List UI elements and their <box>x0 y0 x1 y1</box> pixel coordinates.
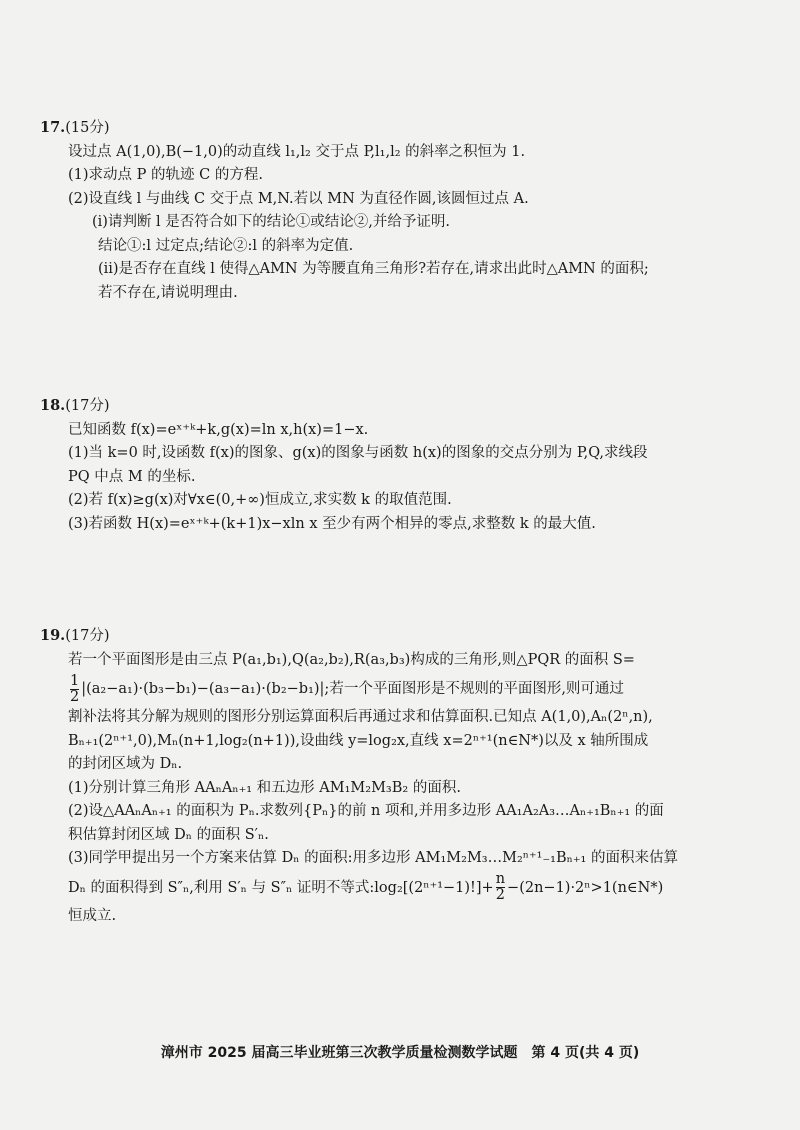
problem-19-line-2 <box>40 672 765 706</box>
fraction-numerator: 1 <box>70 672 80 689</box>
problem-18-line-1: 已知函数 f(x)=eˣ⁺ᵏ+k,g(x)=ln x,h(x)=1−x. <box>68 421 369 438</box>
problem-18-line-5: (3)若函数 H(x)=eˣ⁺ᵏ+(k+1)x−xln x 至少有两个相异的零点,求整数 k 的最大值. <box>68 515 596 532</box>
problem-19-header <box>40 624 765 649</box>
problem-18 <box>40 394 765 536</box>
problem-17-line-6: (ⅱ)是否存在直线 l 使得△AMN 为等腰直角三角形?若存在,请求出此时△AMN 的面积; <box>98 261 649 277</box>
problem-18-number: 18. <box>40 397 66 414</box>
problem-19-line-7: (2)设△AAₙAₙ₊₁ 的面积为 Pₙ.求数列{Pₙ}的前 n 项和,并用多边形 AA₁A₂A₃…Aₙ₊₁Bₙ₊₁ 的面 <box>68 803 664 819</box>
problem-17 <box>40 116 765 305</box>
problem-19-line-5: 的封闭区域为 Dₙ. <box>68 756 183 772</box>
problem-17-line-3: (2)设直线 l 与曲线 C 交于点 M,N.若以 MN 为直径作圆,该圆恒过点 A. <box>68 190 529 207</box>
problem-19-line-11: 恒成立. <box>68 907 117 924</box>
fraction-one-half <box>70 674 79 705</box>
fraction-n-over-2 <box>496 872 505 903</box>
problem-17-line-5: 结论①:l 过定点;结论②:l 的斜率为定值. <box>98 237 354 254</box>
page-footer: 漳州市 2025 届高三毕业班第三次教学质量检测数学试题 第 4 页(共 4 页) <box>160 1045 640 1061</box>
problem-19-line-4: Bₙ₊₁(2ⁿ⁺¹,0),Mₙ(n+1,log₂(n+1)),设曲线 y=log₂x,直线 x=2ⁿ⁺¹(n∈N*)以及 x 轴所围成 <box>68 732 649 749</box>
problem-19 <box>40 624 765 928</box>
fraction-numerator: n <box>495 871 506 887</box>
problem-19-line-1: 若一个平面图形是由三点 P(a₁,b₁),Q(a₂,b₂),R(a₃,b₃)构成的三角形,则△PQR 的面积 S= <box>68 651 635 668</box>
problem-18-score: (17分) <box>65 398 110 414</box>
problem-19-number: 19. <box>40 627 66 644</box>
problem-19-line-6: (1)分别计算三角形 AAₙAₙ₊₁ 和五边形 AM₁M₂M₃B₂ 的面积. <box>68 779 461 796</box>
problem-19-line-9: (3)同学甲提出另一个方案来估算 Dₙ 的面积:用多边形 AM₁M₂M₃…M₂ⁿ⁺¹₋₁Bₙ₊₁ 的面积来估算 <box>68 850 678 866</box>
problem-19-line-10-text: Dₙ 的面积得到 S″ₙ,利用 S′ₙ 与 S″ₙ 证明不等式:log₂[(2ⁿ⁺¹−1)!]+ <box>68 879 494 896</box>
problem-19-line-10 <box>40 871 765 905</box>
problem-19-line-3: 割补法将其分解为规则的图形分别运算面积后再通过求和估算面积.已知点 A(1,0),Aₙ(2ⁿ,n), <box>68 709 653 725</box>
problem-17-line-2: (1)求动点 P 的轨迹 C 的方程. <box>68 167 263 183</box>
problem-19-inequality-rest: −(2n−1)·2ⁿ>1(n∈N*) <box>507 879 664 896</box>
fraction-denominator: 2 <box>495 887 505 903</box>
problem-17-number: 17. <box>40 119 66 136</box>
problem-18-header <box>40 394 765 419</box>
problem-17-line-4: (ⅰ)请判断 l 是否符合如下的结论①或结论②,并给予证明. <box>92 214 451 230</box>
problem-19-line-2-text: |(a₂−a₁)·(b₃−b₁)−(a₃−a₁)·(b₂−b₁)|;若一个平面图形是不规则的平面图形,则可通过 <box>81 681 624 697</box>
fraction-denominator: 2 <box>70 688 80 705</box>
problem-18-line-4: (2)若 f(x)≥g(x)对∀x∈(0,+∞)恒成立,求实数 k 的取值范围. <box>68 492 452 508</box>
problem-18-line-3: PQ 中点 M 的坐标. <box>68 468 196 485</box>
problem-17-line-7: 若不存在,请说明理由. <box>98 284 238 301</box>
problem-19-line-8: 积估算封闭区域 Dₙ 的面积 S′ₙ. <box>68 826 269 843</box>
problem-19-score: (17分) <box>65 628 110 644</box>
problem-17-score: (15分) <box>65 120 110 136</box>
problem-17-line-1: 设过点 A(1,0),B(−1,0)的动直线 l₁,l₂ 交于点 P,l₁,l₂ 的斜率之积恒为 1. <box>68 143 526 160</box>
problem-18-line-2: (1)当 k=0 时,设函数 f(x)的图象、g(x)的图象与函数 h(x)的图象的交点分别为 P,Q,求线段 <box>68 445 648 461</box>
problem-17-header <box>40 116 765 141</box>
